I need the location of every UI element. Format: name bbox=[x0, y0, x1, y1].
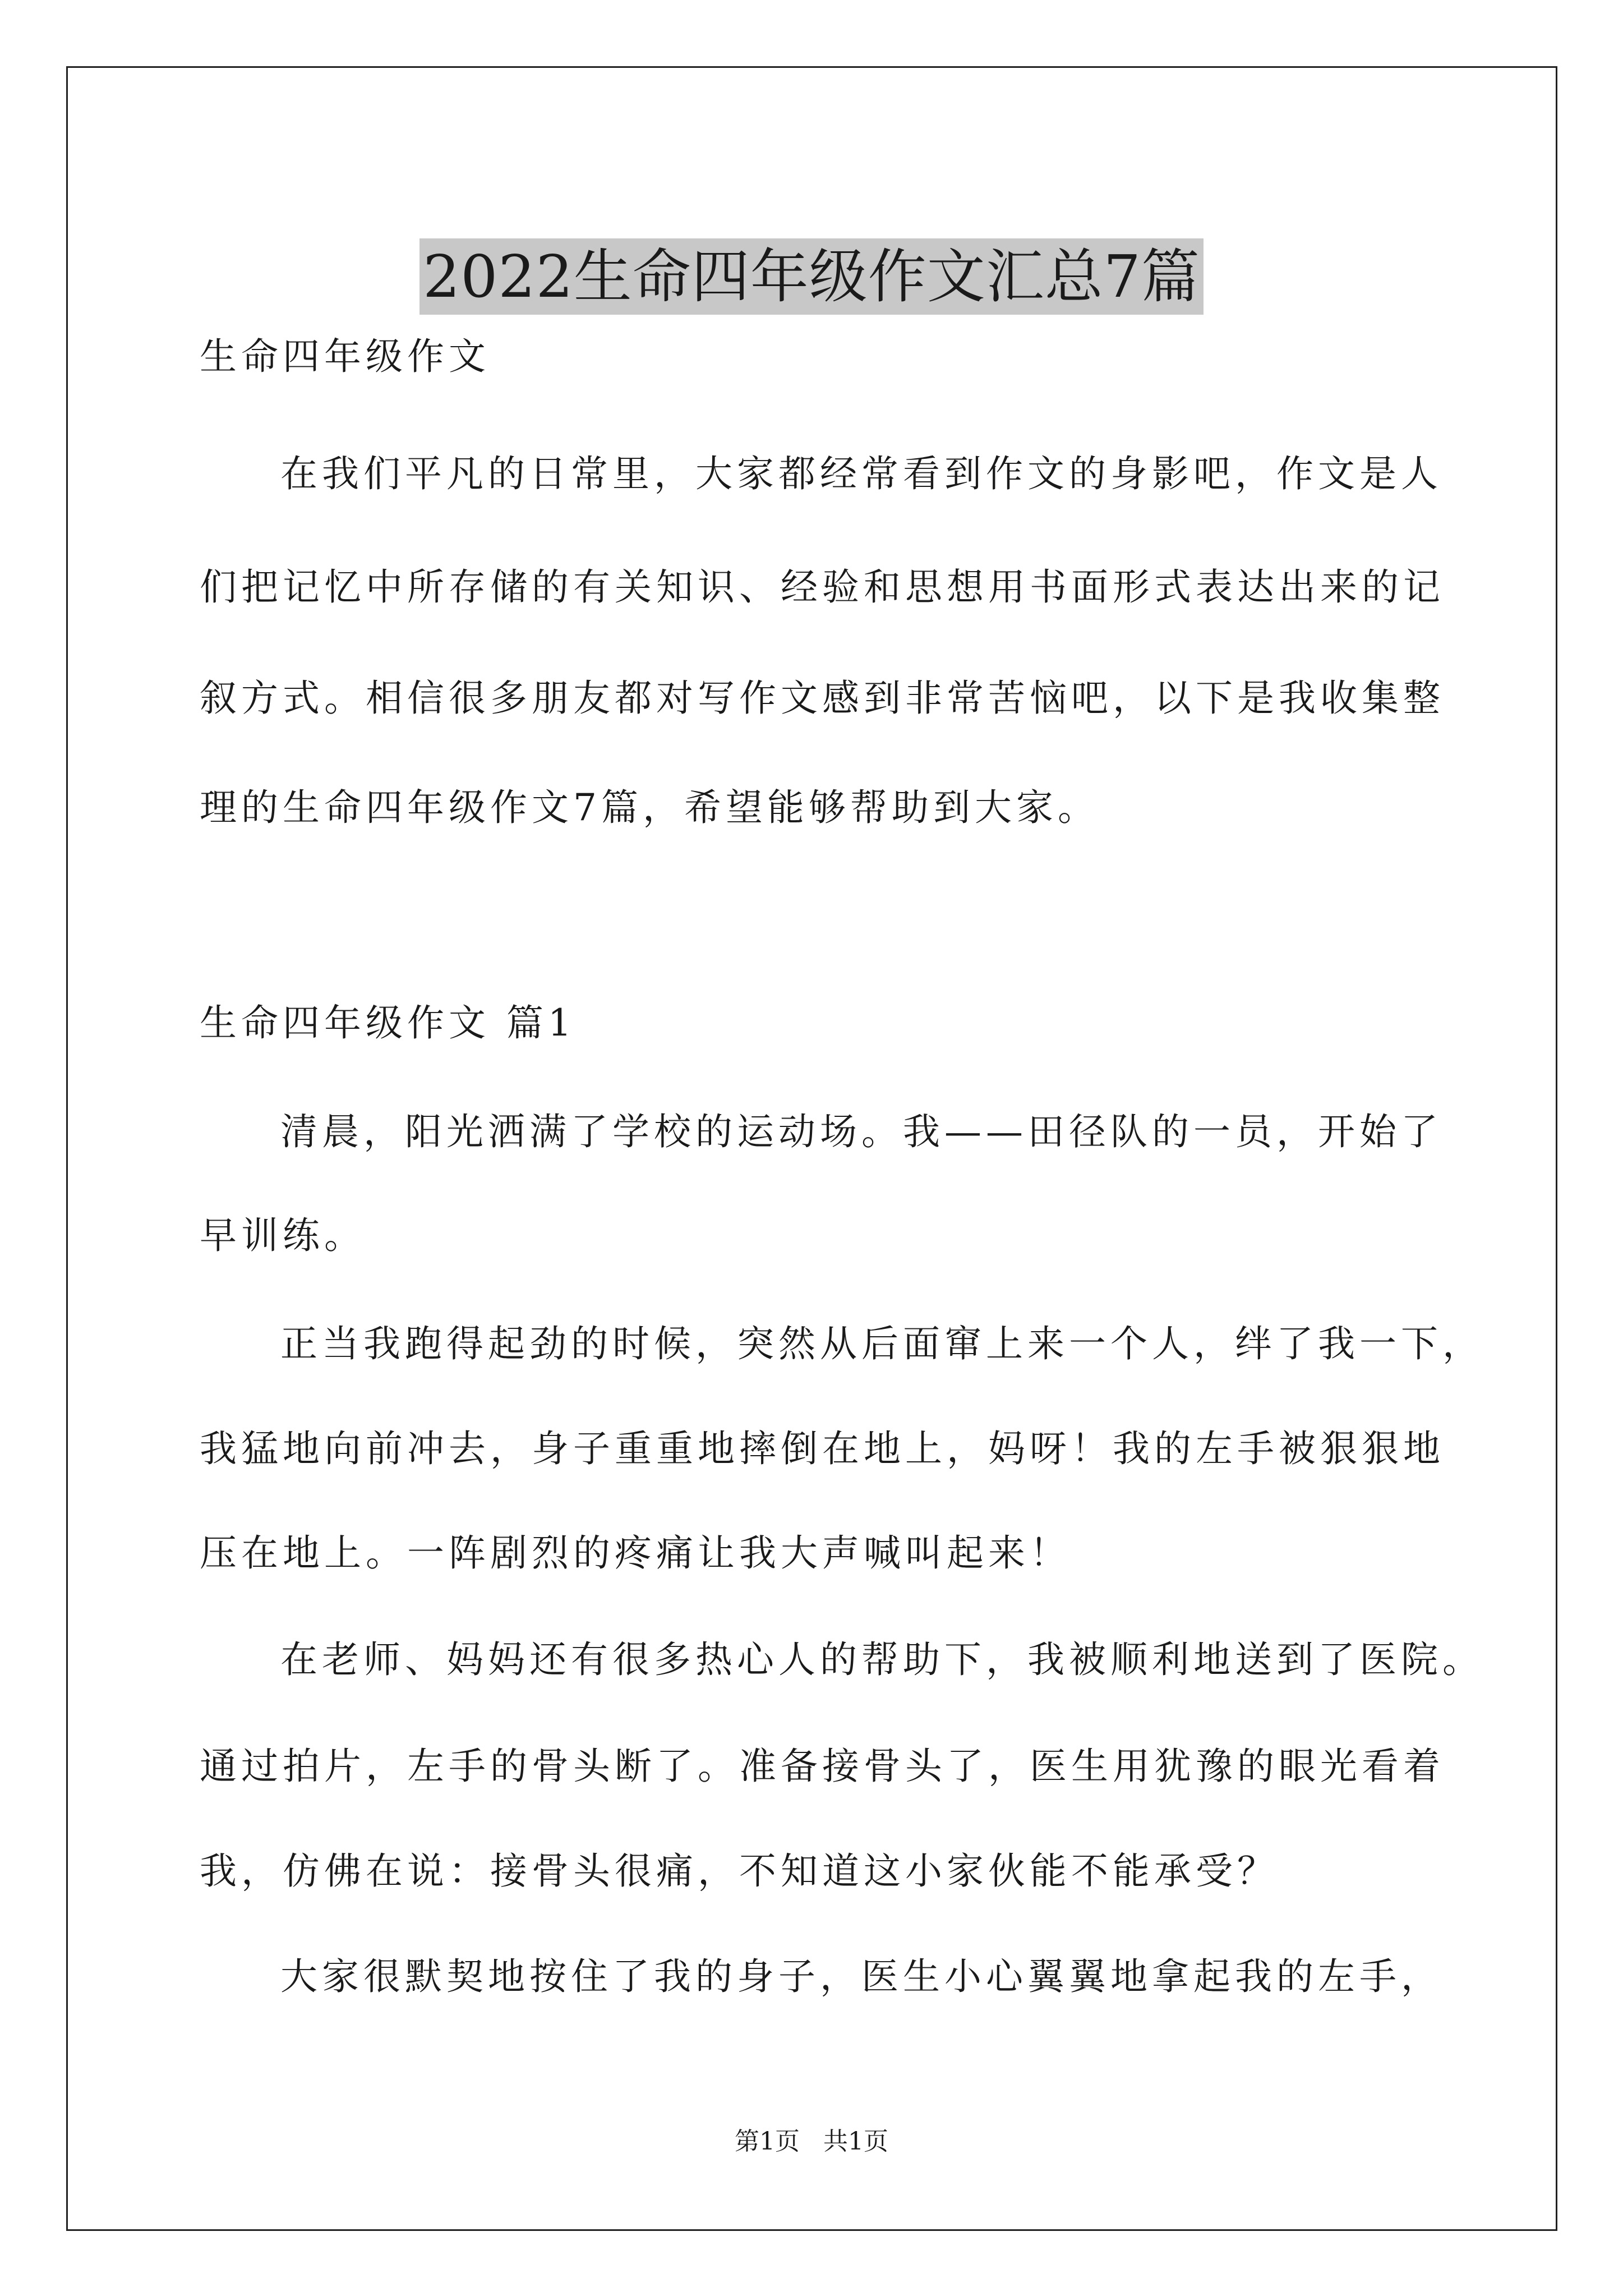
title-container bbox=[0, 199, 1623, 353]
document-title: 2022生命四年级作文汇总7篇 bbox=[419, 238, 1204, 315]
paragraph-line: 大家很默契地按住了我的身子，医生小心翼翼地拿起我的左手， bbox=[280, 1955, 1442, 1998]
paragraph-line: 理的生命四年级作文7篇，希望能够帮助到大家。 bbox=[200, 786, 1099, 829]
paragraph-line: 通过拍片，左手的骨头断了。准备接骨头了，医生用犹豫的眼光看着 bbox=[200, 1745, 1445, 1788]
paragraph-line: 在老师、妈妈还有很多热心人的帮助下，我被顺利地送到了医院。 bbox=[280, 1638, 1484, 1681]
paragraph-line: 我猛地向前冲去，身子重重地摔倒在地上，妈呀！我的左手被狠狠地 bbox=[200, 1427, 1445, 1470]
paragraph-line: 压在地上。一阵剧烈的疼痛让我大声喊叫起来！ bbox=[200, 1531, 1071, 1575]
section-heading: 生命四年级作文 篇1 bbox=[200, 1001, 576, 1045]
section-heading: 生命四年级作文 bbox=[200, 335, 490, 378]
paragraph-line: 清晨，阳光洒满了学校的运动场。我——田径队的一员，开始了 bbox=[280, 1110, 1442, 1153]
paragraph-line: 正当我跑得起劲的时候，突然从后面窜上来一个人，绊了我一下， bbox=[280, 1322, 1484, 1365]
page-footer: 第1页 共1页 bbox=[735, 2127, 888, 2156]
paragraph-line: 叙方式。相信很多朋友都对写作文感到非常苦恼吧，以下是我收集整 bbox=[200, 677, 1445, 720]
paragraph-line: 我，仿佛在说：接骨头很痛，不知道这小家伙能不能承受？ bbox=[200, 1849, 1279, 1893]
paragraph-line: 在我们平凡的日常里，大家都经常看到作文的身影吧，作文是人 bbox=[280, 452, 1442, 495]
paragraph-line: 们把记忆中所存储的有关知识、经验和思想用书面形式表达出来的记 bbox=[200, 565, 1445, 609]
paragraph-line: 早训练。 bbox=[200, 1214, 366, 1257]
